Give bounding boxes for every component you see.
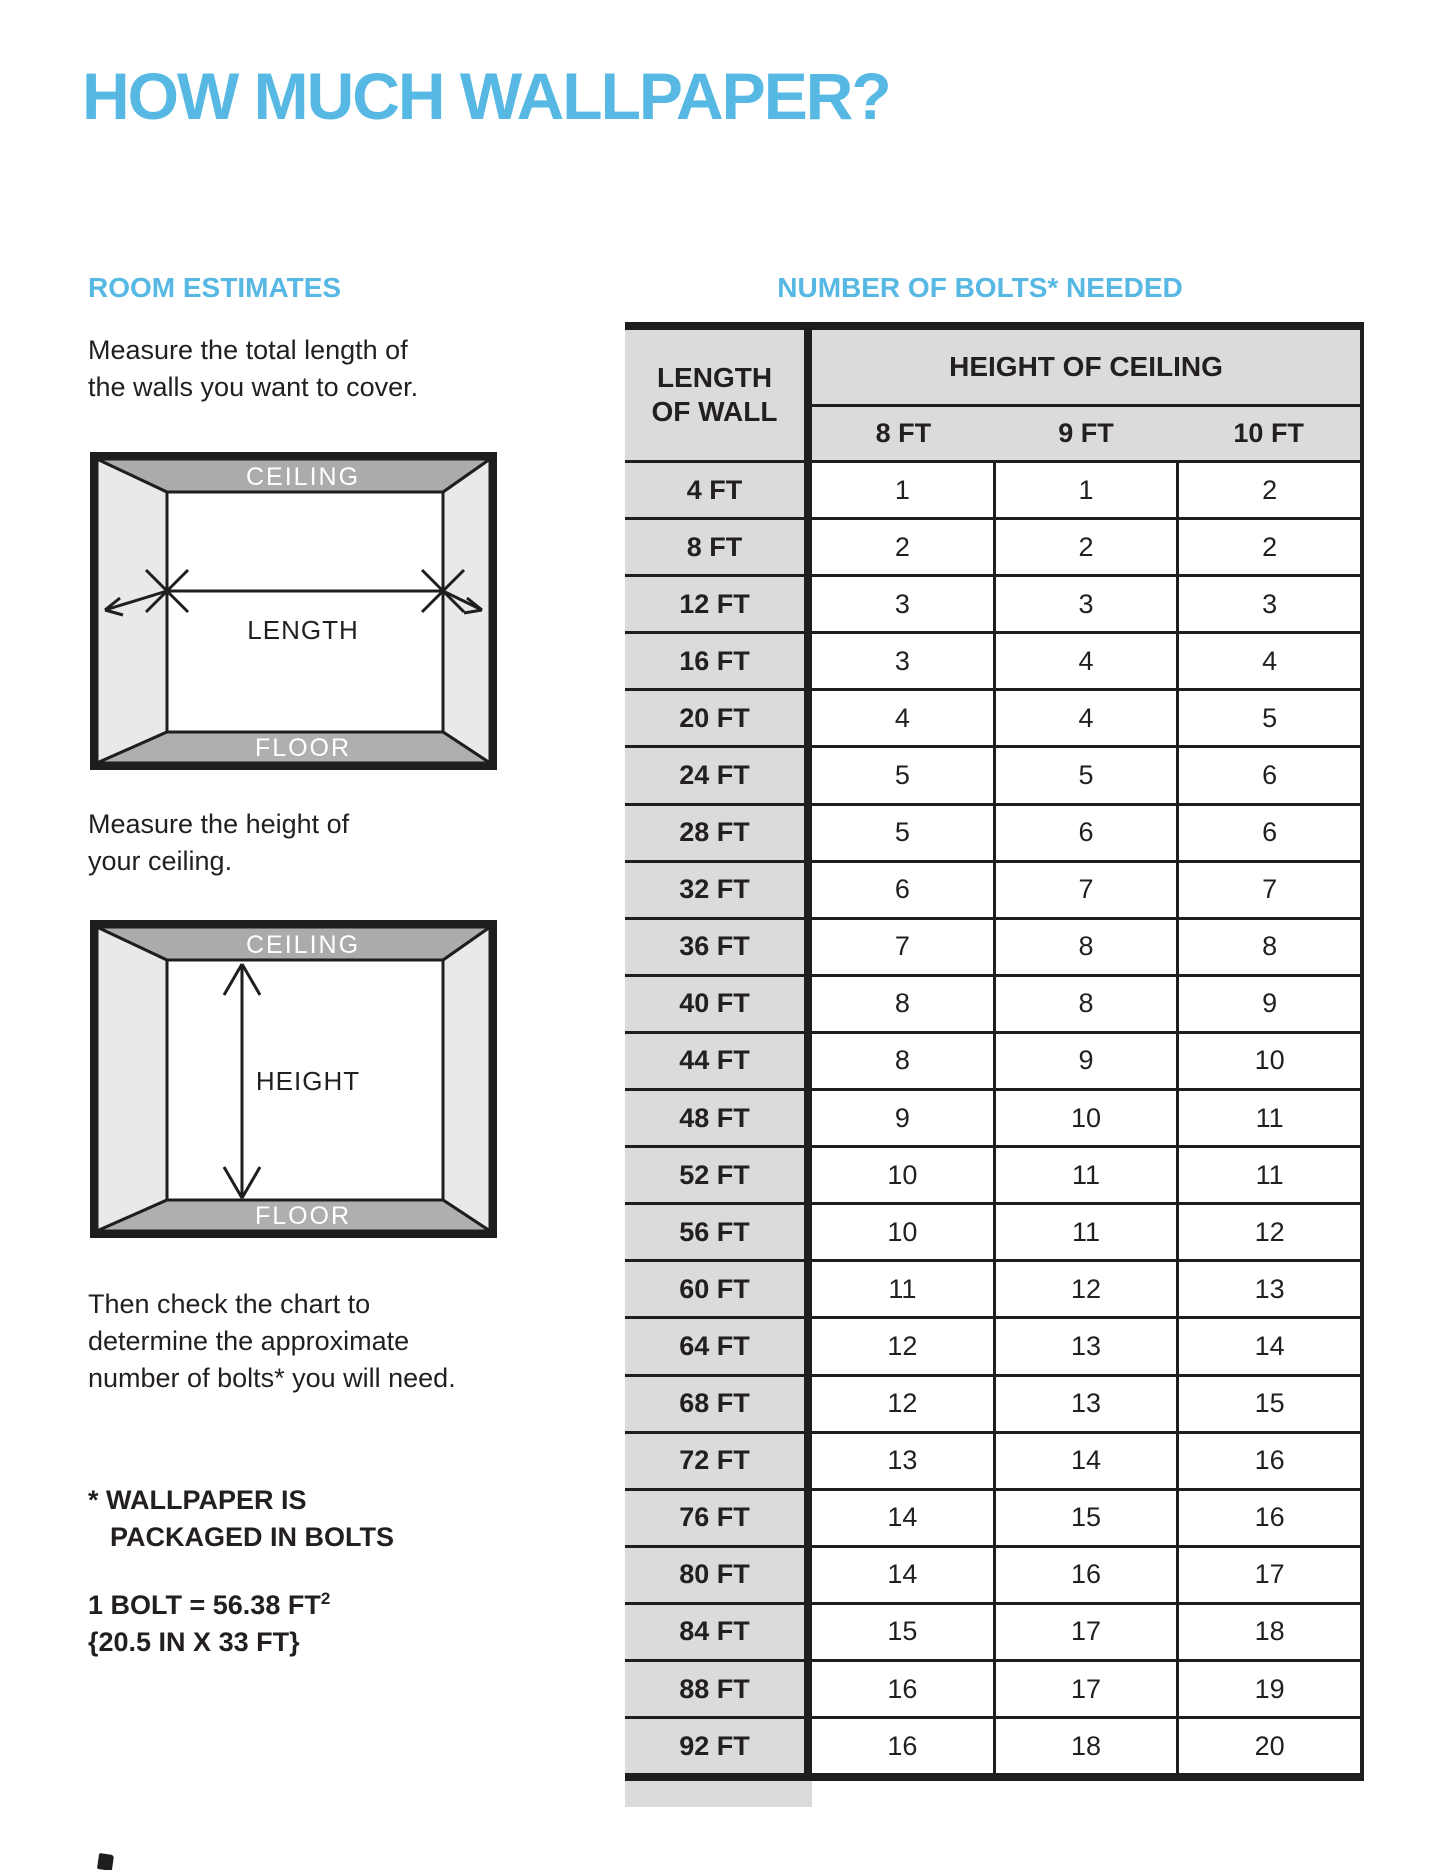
bolt-count-cell: 15: [1179, 1377, 1360, 1431]
table-row: [625, 634, 1364, 691]
wall-length-cell: 56 FT: [625, 1205, 812, 1259]
wall-length-cell: 40 FT: [625, 977, 812, 1031]
wall-length-cell: 84 FT: [625, 1605, 812, 1659]
bolt-count-cell: 10: [812, 1205, 996, 1259]
bolt-footnote-line1: * WALLPAPER IS: [88, 1485, 307, 1515]
squared-superscript: 2: [320, 1589, 331, 1608]
table-row: [625, 806, 1364, 863]
floor-label: FLOOR: [254, 1202, 352, 1230]
ceiling-header-group: [812, 330, 1360, 463]
wall-length-cell: 28 FT: [625, 806, 812, 860]
table-row: [625, 1319, 1364, 1376]
bolt-count-cell: 10: [1179, 1034, 1360, 1088]
wall-length-cell: 52 FT: [625, 1148, 812, 1202]
table-row: [625, 1719, 1364, 1776]
bolt-count-cell: 8: [812, 1034, 996, 1088]
bolt-count-cell: 12: [996, 1262, 1180, 1316]
ceiling-height-subheader-row: [812, 407, 1360, 463]
table-row: [625, 1377, 1364, 1434]
wall-length-cell: 76 FT: [625, 1491, 812, 1545]
bolt-size-info: [88, 1580, 330, 1661]
bolt-count-cell: 8: [1179, 920, 1360, 974]
wall-length-cell: 20 FT: [625, 691, 812, 745]
ceiling-height-header-cell: 9 FT: [1058, 418, 1114, 448]
bolt-count-cell: 18: [996, 1719, 1180, 1773]
bolt-count-cell: 4: [812, 691, 996, 745]
bolts-table: [625, 322, 1364, 1781]
table-row: [625, 1091, 1364, 1148]
wall-length-cell: 48 FT: [625, 1091, 812, 1145]
table-row: [625, 1548, 1364, 1605]
table-row: [625, 1434, 1364, 1491]
bolt-count-cell: 14: [1179, 1319, 1360, 1373]
table-row: [625, 1491, 1364, 1548]
table-row: [625, 520, 1364, 577]
height-of-ceiling-header: HEIGHT OF CEILING: [812, 330, 1360, 407]
bolt-count-cell: 18: [1179, 1605, 1360, 1659]
bolt-count-cell: 12: [1179, 1205, 1360, 1259]
bolt-count-cell: 11: [812, 1262, 996, 1316]
bolt-count-cell: 9: [812, 1091, 996, 1145]
bolt-count-cell: 7: [996, 863, 1180, 917]
bolt-count-cell: 7: [1179, 863, 1360, 917]
bolt-count-cell: 8: [996, 977, 1180, 1031]
instruction-height: [88, 806, 349, 880]
bolt-count-cell: 16: [1179, 1491, 1360, 1545]
bolt-equation: 1 BOLT = 56.38 $FT^2$: [88, 1589, 331, 1620]
bolt-dimensions: {20.5 IN X 33 FT}: [88, 1627, 300, 1657]
instruction-length-line1: Measure the total length of: [88, 335, 408, 365]
ceiling-label: CEILING: [245, 463, 361, 491]
bolt-count-cell: 5: [1179, 691, 1360, 745]
instruction-height-line2: your ceiling.: [88, 846, 233, 876]
bolts-needed-heading: NUMBER OF BOLTS* NEEDED: [777, 272, 1183, 303]
bolt-count-cell: 5: [812, 806, 996, 860]
bolt-count-cell: 8: [812, 977, 996, 1031]
bolt-count-cell: 3: [996, 577, 1180, 631]
bolt-count-cell: 2: [1179, 463, 1360, 517]
bolt-count-cell: 7: [812, 920, 996, 974]
instruction-chart-line2: determine the approximate: [88, 1326, 410, 1356]
bolt-count-cell: 11: [1179, 1091, 1360, 1145]
wall-length-cell: 44 FT: [625, 1034, 812, 1088]
bolt-count-cell: 14: [812, 1548, 996, 1602]
length-dimension-label: LENGTH: [247, 615, 359, 645]
bolt-count-cell: 17: [996, 1662, 1180, 1716]
bolt-count-cell: 2: [1179, 520, 1360, 574]
bolt-count-cell: 6: [812, 863, 996, 917]
bolt-count-cell: 6: [1179, 748, 1360, 802]
bolt-count-cell: 20: [1179, 1719, 1360, 1773]
wall-length-cell: 68 FT: [625, 1377, 812, 1431]
right-wall-shape: [443, 927, 490, 1231]
bolt-count-cell: 16: [812, 1719, 996, 1773]
table-row: [625, 977, 1364, 1034]
bolt-count-cell: 11: [996, 1148, 1180, 1202]
bolt-count-cell: 3: [812, 577, 996, 631]
bolt-count-cell: 4: [1179, 634, 1360, 688]
bolt-count-cell: 5: [812, 748, 996, 802]
bolt-count-cell: 13: [812, 1434, 996, 1488]
table-row: [625, 863, 1364, 920]
wall-length-cell: 36 FT: [625, 920, 812, 974]
bolt-count-cell: 1: [996, 463, 1180, 517]
bolt-count-cell: 13: [996, 1319, 1180, 1373]
bolt-count-cell: 11: [996, 1205, 1180, 1259]
table-left-column-stub: [625, 1781, 812, 1807]
table-top-border: [625, 322, 1364, 330]
bolt-count-cell: 12: [812, 1319, 996, 1373]
bolt-count-cell: 15: [812, 1605, 996, 1659]
bolt-count-cell: 3: [1179, 577, 1360, 631]
table-row: [625, 1205, 1364, 1262]
bolt-count-cell: 17: [996, 1605, 1180, 1659]
instruction-chart-line1: Then check the chart to: [88, 1289, 371, 1319]
table-row: [625, 920, 1364, 977]
ceiling-height-header-cell: 8 FT: [875, 418, 932, 448]
table-row: [625, 748, 1364, 805]
wall-length-cell: 60 FT: [625, 1262, 812, 1316]
bolt-count-cell: 8: [996, 920, 1180, 974]
bolt-count-cell: 14: [812, 1491, 996, 1545]
bolt-count-cell: 16: [812, 1662, 996, 1716]
instruction-length-line2: the walls you want to cover.: [88, 372, 419, 402]
bolt-count-cell: 11: [1179, 1148, 1360, 1202]
wall-length-cell: 88 FT: [625, 1662, 812, 1716]
bolt-count-cell: 2: [812, 520, 996, 574]
wall-length-cell: 64 FT: [625, 1319, 812, 1373]
wall-length-cell: 24 FT: [625, 748, 812, 802]
wall-length-cell: 16 FT: [625, 634, 812, 688]
wall-length-cell: 32 FT: [625, 863, 812, 917]
bolt-count-cell: 10: [996, 1091, 1180, 1145]
ceiling-label: CEILING: [245, 931, 361, 959]
table-row: [625, 1148, 1364, 1205]
wall-length-cell: 8 FT: [625, 520, 812, 574]
table-row: [625, 463, 1364, 520]
bolt-count-cell: 19: [1179, 1662, 1360, 1716]
instruction-chart-line3: number of bolts* you will need.: [88, 1363, 456, 1393]
bolt-count-cell: 10: [812, 1148, 996, 1202]
bolt-count-cell: 1: [812, 463, 996, 517]
table-row: [625, 577, 1364, 634]
bolt-footnote-line2: PACKAGED IN BOLTS: [110, 1522, 395, 1552]
floor-label: FLOOR: [254, 734, 352, 762]
bolts-table-rows: [625, 463, 1364, 1776]
table-row: [625, 1262, 1364, 1319]
bolt-count-cell: 6: [996, 806, 1180, 860]
wall-length-cell: 72 FT: [625, 1434, 812, 1488]
table-header: [625, 330, 1364, 463]
page-title: HOW MUCH WALLPAPER?: [82, 59, 890, 133]
bolt-count-cell: 15: [996, 1491, 1180, 1545]
bolt-count-cell: 9: [996, 1034, 1180, 1088]
table-row: [625, 691, 1364, 748]
instruction-height-line1: Measure the height of: [88, 809, 350, 839]
instruction-length: [88, 332, 418, 406]
bolt-count-cell: 17: [1179, 1548, 1360, 1602]
bolt-count-cell: 16: [996, 1548, 1180, 1602]
table-row: [625, 1034, 1364, 1091]
room-estimates-heading: ROOM ESTIMATES: [88, 272, 342, 303]
table-row: [625, 1605, 1364, 1662]
wall-length-cell: 4 FT: [625, 463, 812, 517]
bolt-footnote: [88, 1482, 394, 1556]
bolt-count-cell: 16: [1179, 1434, 1360, 1488]
bolt-count-cell: 6: [1179, 806, 1360, 860]
length-of-wall-header: LENGTH OF WALL: [625, 330, 812, 463]
ceiling-height-header-cell: 10 FT: [1233, 418, 1304, 448]
room-height-diagram: [90, 920, 497, 1238]
bolt-count-cell: 5: [996, 748, 1180, 802]
bolt-count-cell: 2: [996, 520, 1180, 574]
bolt-count-cell: 3: [812, 634, 996, 688]
bolt-count-cell: 4: [996, 691, 1180, 745]
left-wall-shape: [97, 927, 167, 1231]
instruction-chart: [88, 1286, 456, 1397]
wall-length-cell: 92 FT: [625, 1719, 812, 1773]
height-dimension-label: HEIGHT: [255, 1066, 361, 1096]
room-length-diagram: [90, 452, 497, 770]
bolt-count-cell: 13: [996, 1377, 1180, 1431]
right-wall-shape: [443, 459, 490, 763]
bolt-count-cell: 13: [1179, 1262, 1360, 1316]
bolt-count-cell: 4: [996, 634, 1180, 688]
bolt-count-cell: 14: [996, 1434, 1180, 1488]
table-row: [625, 1662, 1364, 1719]
wall-length-cell: 12 FT: [625, 577, 812, 631]
bolt-count-cell: 9: [1179, 977, 1360, 1031]
print-artifact-mark: [97, 1853, 114, 1870]
bolt-count-cell: 12: [812, 1377, 996, 1431]
wall-length-cell: 80 FT: [625, 1548, 812, 1602]
